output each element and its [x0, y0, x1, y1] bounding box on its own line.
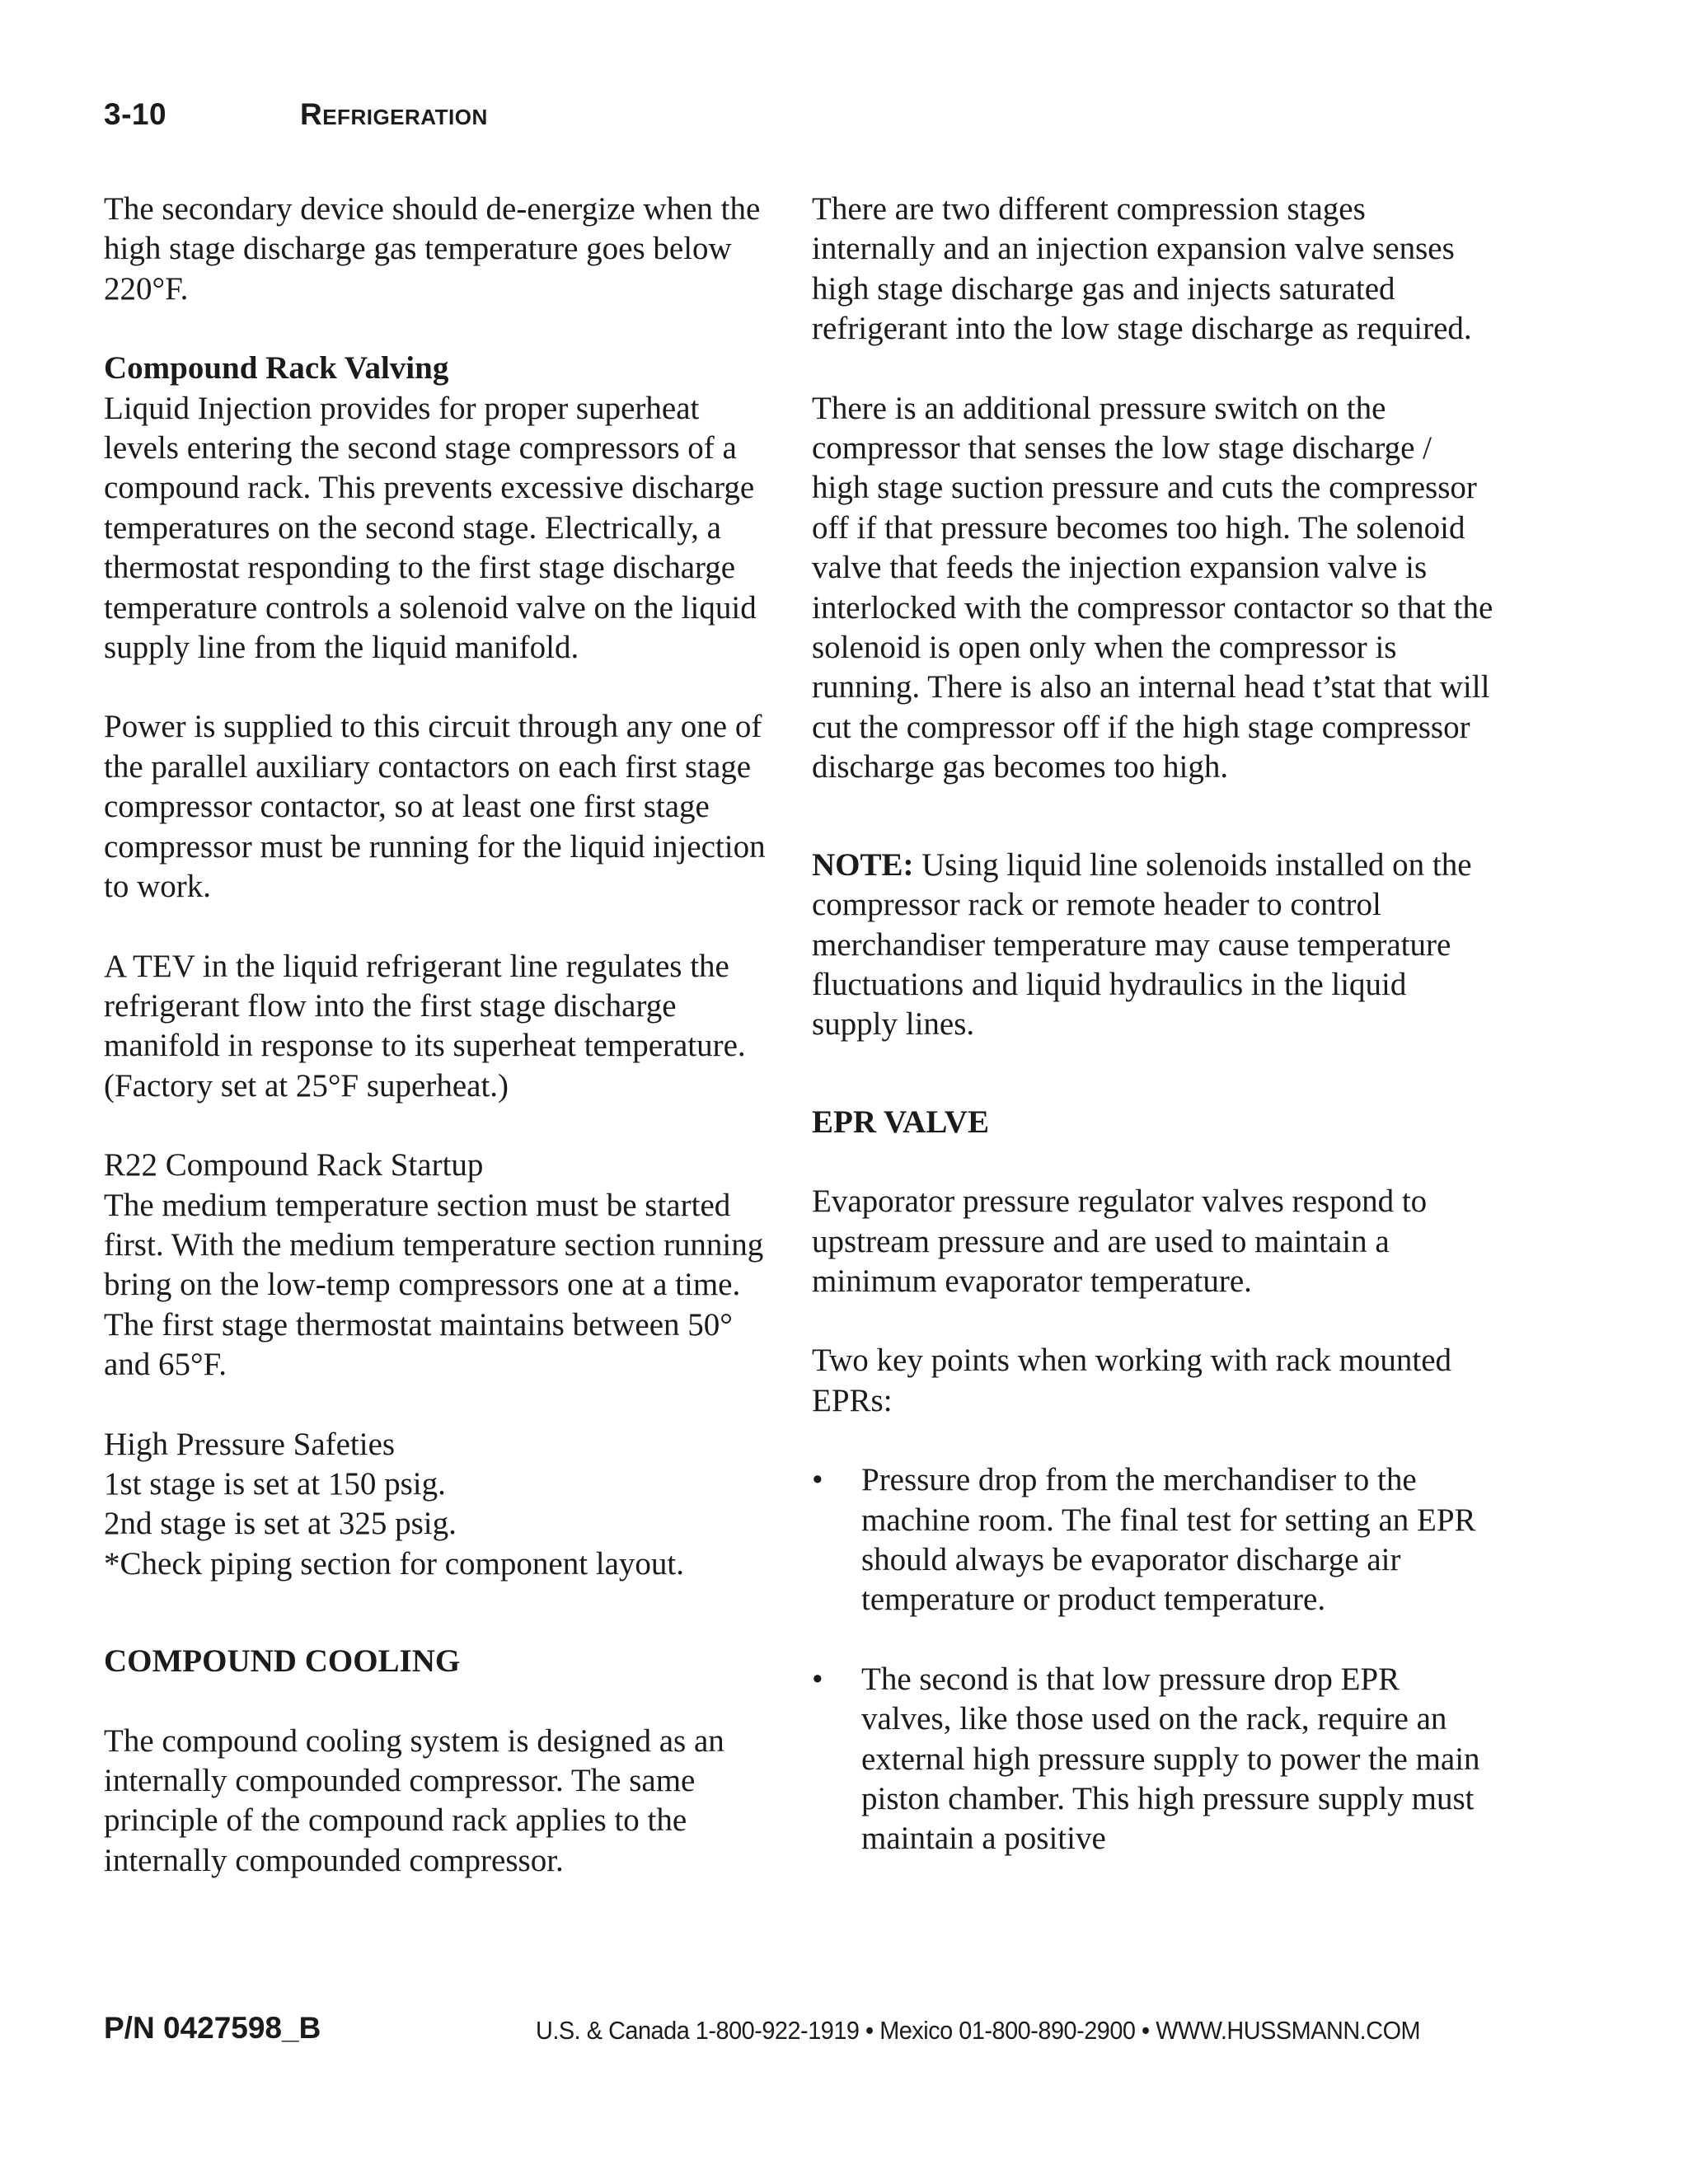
section-title: Refrigeration	[300, 97, 488, 131]
paragraph-epr-description: Evaporator pressure regulator valves respond to upstream pressure and are used to maintain a minimum evaporator temperature.	[812, 1183, 1428, 1299]
note-label: NOTE:	[812, 846, 914, 883]
safety-stage-1: 1st stage is set at 150 psig.	[104, 1465, 446, 1502]
paragraph-key-points: Two key points when working with rack mounted EPRs:	[812, 1343, 1452, 1418]
safeties-title: High Pressure Safeties	[104, 1426, 396, 1462]
note-paragraph	[812, 846, 1496, 1045]
safeties-block	[104, 1425, 771, 1585]
bullet-icon: •	[812, 1661, 823, 1697]
paragraph-startup: The medium temperature section must be started first. With the medium temperature section running bring on the low-temp compressors one at a time. The first stage thermostat maintains between 50° and 65°F.	[104, 1187, 764, 1383]
page-number: 3-10	[104, 97, 167, 131]
paragraph-compression-stages: There are two different compression stages internally and an injection expansion valve senses high stage discharge gas and injects saturated refrigerant into the low stage discharge as required.	[812, 191, 1472, 347]
heading-compound-cooling: COMPOUND COOLING	[104, 1643, 461, 1680]
list-item	[812, 1460, 1496, 1620]
page-header	[104, 97, 488, 132]
list-item	[812, 1660, 1496, 1859]
subheading-r22-startup: R22 Compound Rack Startup	[104, 1147, 484, 1183]
paragraph-secondary-device: The secondary device should de-energize when the high stage discharge gas temperature goes below 220°F.	[104, 191, 761, 307]
safety-note: *Check piping section for component layout.	[104, 1545, 685, 1582]
paragraph-liquid-injection: Liquid Injection provides for proper superheat levels entering the second stage compressors of a compound rack. This prevents excessive discharge temperatures on the second stage. Electrically, a thermostat responding to the first stage discharge temperature controls a solenoid valve on the liquid supply line from the liquid manifold.	[104, 390, 757, 666]
heading-epr-valve: EPR VALVE	[812, 1104, 989, 1140]
list-item-text: The second is that low pressure drop EPR valves, like those used on the rack, require an external high pressure supply to power the main piston chamber. This high pressure supply must maintain a positive	[861, 1661, 1480, 1857]
bullet-icon: •	[812, 1462, 823, 1498]
subheading-compound-rack-valving: Compound Rack Valving	[104, 350, 449, 387]
contact-info: U.S. & Canada 1-800-922-1919 • Mexico 01-800-890-2900 • WWW.HUSSMANN.COM	[536, 2016, 1421, 2045]
left-column	[104, 190, 771, 1920]
paragraph-compound-cooling: The compound cooling system is designed as an internally compounded compressor. The same principle of the compound rack applies to the internally compounded compressor.	[104, 1722, 724, 1878]
note-text: Using liquid line solenoids installed on the compressor rack or remote header to control merchandiser temperature may cause temperature fluctuations and liquid hydraulics in the liquid supply lines.	[812, 846, 1472, 1043]
paragraph-power-supply: Power is supplied to this circuit through any one of the parallel auxiliary contactors on each first stage compressor contactor, so at least one first stage compressor must be running for the liquid injection to work.	[104, 709, 766, 905]
safety-stage-2: 2nd stage is set at 325 psig.	[104, 1506, 457, 1542]
list-item-text: Pressure drop from the merchandiser to the machine room. The final test for setting an EPR should always be evaporator discharge air temperature or product temperature.	[861, 1462, 1476, 1618]
paragraph-pressure-switch: There is an additional pressure switch on the compressor that senses the low stage discharge / high stage suction pressure and cuts the compressor off if that pressure becomes too high. The solenoid valve that feeds the injection expansion valve is interlocked with the compressor contactor so that the solenoid is open only when the compressor is running. There is also an internal head t’stat that will cut the compressor off if the high stage compressor discharge gas becomes too high.	[812, 390, 1493, 785]
right-column	[812, 190, 1496, 1899]
paragraph-tev: A TEV in the liquid refrigerant line regulates the refrigerant flow into the first stage discharge manifold in response to its superheat temperature. (Factory set at 25°F superheat.)	[104, 948, 746, 1104]
part-number: P/N 0427598_B	[104, 2011, 321, 2045]
